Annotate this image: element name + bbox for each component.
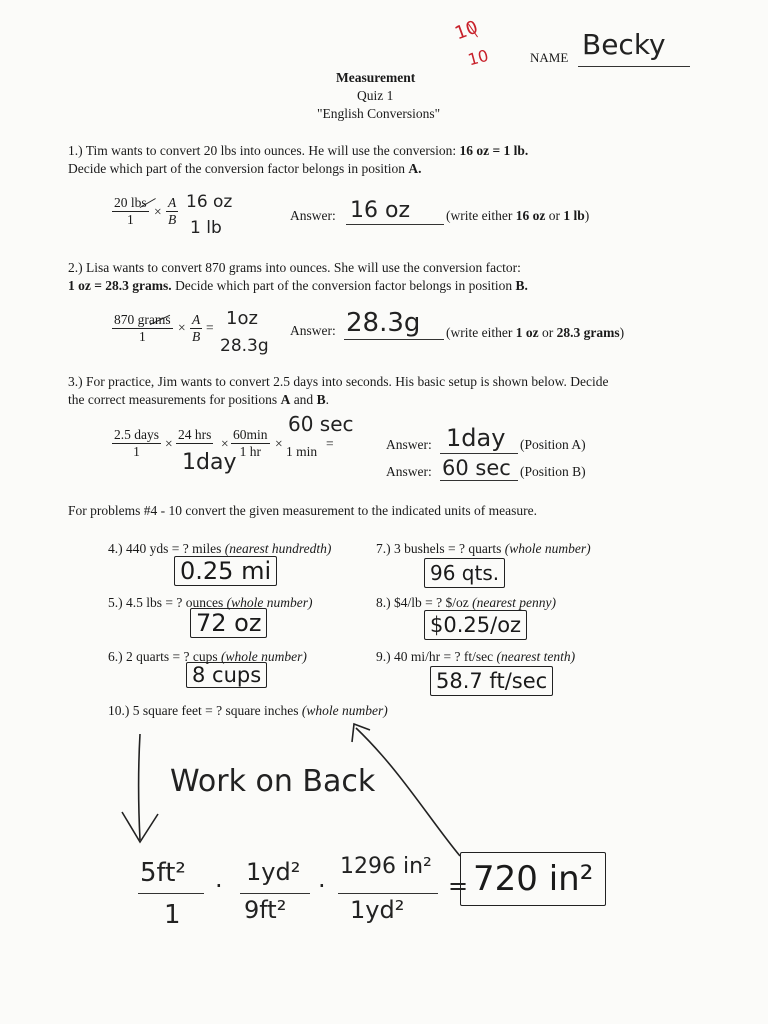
problem-7-answer: 96 qts. — [424, 558, 505, 588]
work-result: 720 in² — [460, 852, 606, 906]
q3-answer-b-hw: 60 sec — [442, 456, 511, 480]
work-f2-bar — [240, 893, 310, 894]
q2-pos-b: B — [192, 329, 201, 344]
q1-pos-a: A — [168, 195, 177, 210]
q3-answer-a-hw: 1day — [446, 424, 506, 452]
problem-7-question: 7.) 3 bushels = ? quarts — [376, 541, 505, 556]
q2-times: × — [178, 320, 186, 335]
q1-position: A. — [408, 161, 422, 176]
problem-9-note: (nearest tenth) — [496, 649, 576, 664]
q1-frac-num: 20 lbs — [114, 195, 147, 210]
q3-text-line1: 3.) For practice, Jim wants to convert 2.5 days into seconds. His basic setup is shown below. Decide — [68, 374, 609, 389]
q3-frac3-num: 60min — [233, 427, 268, 442]
q1-text-line2-pre: Decide which part of the conversion factor belongs in position — [68, 161, 409, 176]
work-f1-bar — [138, 893, 204, 894]
q2-hint-pre: (write either — [446, 325, 516, 340]
work-f3-num: 1296 in² — [340, 854, 432, 879]
q2-hint-b1: 1 oz — [515, 325, 539, 340]
q2-equals: = — [206, 320, 214, 335]
q1-hint-b1: 16 oz — [515, 208, 546, 223]
problem-6-question: 6.) 2 quarts = ? cups — [108, 649, 221, 664]
q2-hint-mid: or — [538, 325, 557, 340]
q2-answer-hw: 28.3g — [346, 308, 421, 338]
q3-frac1-num: 2.5 days — [114, 427, 159, 442]
problem-5-note: (whole number) — [226, 595, 313, 610]
q3-frac3-den: 1 hr — [239, 444, 261, 459]
q3-equals: = — [326, 436, 334, 451]
q3-times-2: × — [221, 436, 229, 451]
problem-6-answer: 8 cups — [186, 662, 267, 688]
problem-7-note: (whole number) — [504, 541, 591, 556]
q1-pos-b: B — [168, 212, 177, 227]
q2-hw-b: 28.3g — [220, 336, 269, 356]
work-dot-1: · — [215, 872, 223, 900]
q1-hint-post: ) — [584, 208, 590, 223]
work-equals: = — [448, 872, 469, 900]
quiz-subtitle: "English Conversions" — [317, 106, 441, 121]
name-label: NAME — [530, 50, 569, 65]
q1-answer-hw: 16 oz — [350, 198, 410, 223]
q2-position: B. — [515, 278, 528, 293]
q2-conversion: 1 oz = 28.3 grams. — [68, 278, 172, 293]
q1-hw-b: 1 lb — [190, 218, 222, 238]
q1-hint-pre: (write either — [446, 208, 516, 223]
work-label: Work on Back — [170, 764, 376, 799]
problem-5-answer: 72 oz — [190, 608, 267, 638]
q1-frac-den: 1 — [126, 212, 134, 227]
problem-10-note: (whole number) — [301, 703, 388, 718]
work-f3-bar — [338, 893, 438, 894]
q3-answer-a-label: Answer: — [386, 437, 432, 452]
q2-pos-a: A — [192, 312, 201, 327]
q2-answer-label: Answer: — [290, 323, 336, 338]
q3-text-line2-post: . — [325, 392, 329, 407]
problem-9-answer: 58.7 ft/sec — [430, 666, 553, 696]
work-f3-den: 1yd² — [350, 896, 405, 924]
problem-8-question: 8.) $4/lb = ? $/oz — [376, 595, 473, 610]
q1-conversion: 16 oz = 1 lb. — [459, 143, 529, 158]
q3-answer-a-position: (Position A) — [520, 437, 586, 452]
q2-hw-a: 1oz — [226, 308, 258, 329]
q3-hw-a: 60 sec — [288, 412, 354, 436]
q1-times: × — [154, 204, 162, 219]
problem-8-note: (nearest penny) — [472, 595, 556, 610]
problem-4-answer: 0.25 mi — [174, 556, 277, 586]
work-f1-den: 1 — [164, 900, 181, 930]
q2-text-line2-post: Decide which part of the conversion factor belongs in position — [171, 278, 516, 293]
work-f2-den: 9ft² — [244, 896, 287, 924]
work-f1-num: 5ft² — [140, 858, 186, 888]
problem-5-question: 5.) 4.5 lbs = ? ounces — [108, 595, 227, 610]
q3-text-line2-pre: the correct measurements for positions — [68, 392, 281, 407]
q3-frac1-den: 1 — [133, 444, 140, 459]
work-f2-num: 1yd² — [246, 858, 301, 886]
q1-hint-b2: 1 lb — [563, 208, 585, 223]
q2-hint-b2: 28.3 grams — [556, 325, 620, 340]
q3-times-1: × — [165, 436, 173, 451]
q3-frac4-den: 1 min — [286, 444, 318, 459]
problem-4-question: 4.) 440 yds = ? miles — [108, 541, 225, 556]
q3-pos-b-label: B — [316, 392, 326, 407]
q2-frac-num: 870 grams — [114, 312, 171, 327]
work-dot-2: · — [318, 872, 326, 900]
problem-6-note: (whole number) — [220, 649, 307, 664]
q1-hint-mid: or — [545, 208, 564, 223]
q1-text-line1-pre: 1.) Tim wants to convert 20 lbs into ounces. He will use the conversion: — [68, 143, 460, 158]
problem-10-question: 10.) 5 square feet = ? square inches — [108, 703, 302, 718]
q3-times-3: × — [275, 436, 283, 451]
score-numerator: 10 — [452, 16, 481, 45]
instructions: For problems #4 - 10 convert the given measurement to the indicated units of measure. — [68, 503, 537, 518]
q3-answer-b-position: (Position B) — [520, 464, 586, 479]
q3-frac2-num: 24 hrs — [178, 427, 212, 442]
q2-frac-den: 1 — [138, 329, 146, 344]
q3-pos-a-label: A — [280, 392, 291, 407]
q1-answer-label: Answer: — [290, 208, 336, 223]
q3-text-line2-mid: and — [290, 392, 317, 407]
q2-text-line1: 2.) Lisa wants to convert 870 grams into ounces. She will use the conversion factor: — [68, 260, 521, 275]
q3-answer-b-label: Answer: — [386, 464, 432, 479]
q2-hint-post: ) — [619, 325, 625, 340]
score-denominator: 10 — [465, 45, 491, 70]
quiz-number: Quiz 1 — [357, 88, 394, 103]
quiz-title: Measurement — [336, 70, 416, 85]
problem-4-note: (nearest hundredth) — [224, 541, 332, 556]
problem-9-question: 9.) 40 mi/hr = ? ft/sec — [376, 649, 497, 664]
problem-8-answer: $0.25/oz — [424, 610, 527, 640]
student-name: Becky — [582, 28, 666, 61]
q1-hw-a: 16 oz — [186, 192, 233, 212]
q3-hw-b: 1day — [182, 450, 237, 475]
